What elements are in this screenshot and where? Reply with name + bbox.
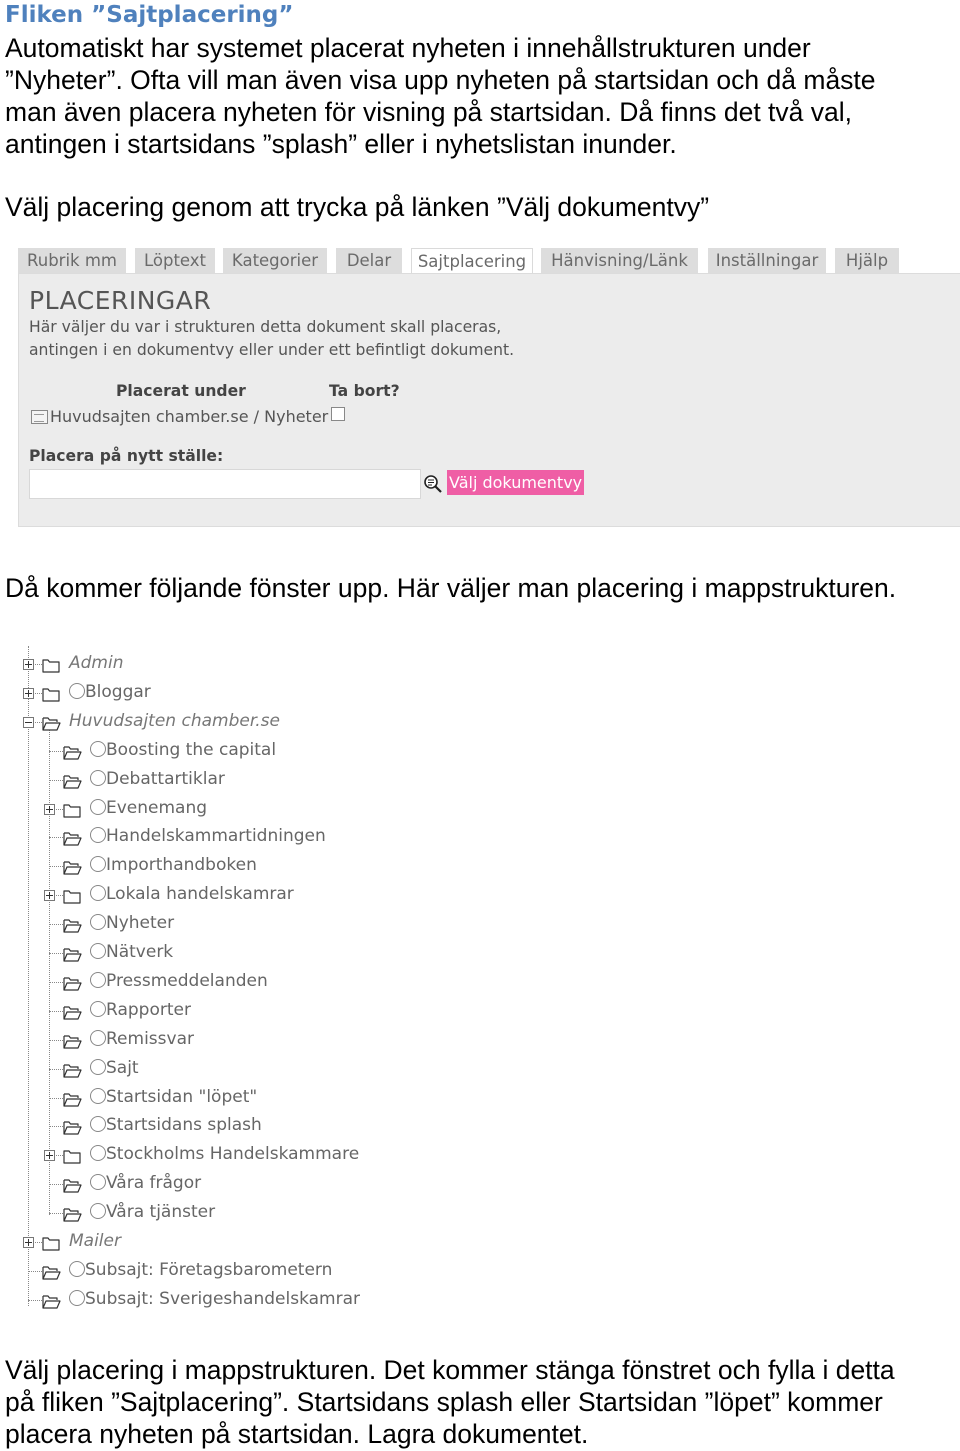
folder-open-icon <box>63 859 82 875</box>
folder-open-icon <box>63 917 82 933</box>
tree-connector <box>49 837 63 838</box>
tree-item-label: Startsidan "löpet" <box>106 1086 258 1107</box>
tree-item-radio[interactable] <box>90 943 106 959</box>
tree-connector <box>28 1300 42 1301</box>
tree-item-label: Debattartiklar <box>106 768 225 789</box>
tree-item-label: Bloggar <box>85 681 151 702</box>
tree-item-radio[interactable] <box>90 1203 106 1219</box>
tree-item[interactable] <box>43 1172 403 1194</box>
tree-guide-line <box>28 646 29 1306</box>
tree-item-label: Importhandboken <box>106 855 257 876</box>
folder-icon <box>63 888 82 904</box>
new-place-input[interactable] <box>29 469 421 499</box>
instruction-paragraph: Välj placering genom att trycka på länken ”Välj dokumentvy” <box>5 192 710 222</box>
tree-item-label: Nyheter <box>106 913 175 934</box>
tree-item[interactable] <box>43 1086 403 1108</box>
intro-paragraph <box>5 32 876 160</box>
folder-open-icon <box>63 1119 82 1135</box>
tree-item-label: Rapporter <box>106 999 191 1020</box>
window-paragraph: Då kommer följande fönster upp. Här väljer man placering i mappstrukturen. <box>5 573 897 603</box>
intro-line: antingen i startsidans ”splash” eller i nyhetslistan inunder. <box>5 129 677 159</box>
tree-item-radio[interactable] <box>90 741 106 757</box>
folder-tree <box>0 640 400 1320</box>
folder-open-icon <box>42 1293 61 1309</box>
tree-item[interactable] <box>22 681 382 703</box>
tree-item-radio[interactable] <box>69 1261 85 1277</box>
panel-title: PLACERINGAR <box>29 286 212 315</box>
tree-item-radio[interactable] <box>90 1030 106 1046</box>
expand-icon[interactable] <box>23 659 34 670</box>
tree-item-label: Stockholms Handelskammare <box>106 1144 360 1165</box>
placement-panel <box>18 273 960 527</box>
tree-item-label: Sajt <box>106 1057 139 1078</box>
collapse-icon[interactable] <box>23 717 34 728</box>
folder-open-icon <box>63 1004 82 1020</box>
tree-connector <box>49 1098 63 1099</box>
tree-item[interactable] <box>43 1114 403 1136</box>
intro-line: ”Nyheter”. Ofta vill man även visa upp nyheten på startsidan och då måste <box>5 65 876 95</box>
tab-installningar[interactable]: Inställningar <box>708 248 826 273</box>
tree-item-radio[interactable] <box>90 1001 106 1017</box>
tree-item-label: Boosting the capital <box>106 739 277 760</box>
tree-item[interactable] <box>43 797 403 819</box>
tree-item[interactable] <box>22 652 382 674</box>
tree-item-radio[interactable] <box>90 799 106 815</box>
tree-connector <box>49 1184 63 1185</box>
tab-kategorier[interactable]: Kategorier <box>223 248 327 273</box>
tree-connector <box>49 1126 63 1127</box>
tree-connector <box>28 1271 42 1272</box>
tree-connector <box>49 1040 63 1041</box>
tree-item[interactable] <box>43 825 403 847</box>
expand-icon[interactable] <box>44 804 55 815</box>
tree-item-label: Admin <box>69 653 124 673</box>
placed-under-header: Placerat under <box>116 382 246 400</box>
tree-item[interactable] <box>43 912 403 934</box>
folder-open-icon <box>63 773 82 789</box>
tree-connector <box>49 1213 63 1214</box>
tree-item[interactable] <box>43 854 403 876</box>
tree-item-label: Våra tjänster <box>106 1202 216 1223</box>
tab-hjalp[interactable]: Hjälp <box>835 248 899 273</box>
folder-icon <box>42 686 61 702</box>
expand-icon[interactable] <box>23 1237 34 1248</box>
tree-item[interactable] <box>43 739 403 761</box>
expand-icon[interactable] <box>44 1150 55 1161</box>
tree-item-label: Nätverk <box>106 942 174 962</box>
tree-item[interactable] <box>43 999 403 1021</box>
tree-item-radio[interactable] <box>90 1145 106 1161</box>
folder-open-icon <box>63 1206 82 1222</box>
tree-item-radio[interactable] <box>90 1059 106 1075</box>
tree-item[interactable] <box>22 1259 382 1281</box>
closing-line: Välj placering i mappstrukturen. Det kommer stänga fönstret och fylla i detta <box>5 1355 895 1385</box>
folder-open-icon <box>63 946 82 962</box>
current-placement-path: Huvudsajten chamber.se / Nyheter <box>50 407 329 426</box>
tree-item-label: Pressmeddelanden <box>106 970 268 991</box>
tab-loptext[interactable]: Löptext <box>135 248 215 273</box>
magnifier-icon[interactable] <box>423 474 443 494</box>
tree-item-radio[interactable] <box>90 914 106 930</box>
description-line: Här väljer du var i strukturen detta dokument skall placeras, <box>29 318 502 336</box>
tree-item-label: Lokala handelskamrar <box>106 884 294 905</box>
tree-connector <box>49 924 63 925</box>
tab-hanvisning[interactable]: Hänvisning/Länk <box>541 248 698 273</box>
folder-open-icon <box>42 1264 61 1280</box>
tree-item-radio[interactable] <box>90 770 106 786</box>
tree-item-label: Subsajt: Företagsbarometern <box>85 1259 333 1280</box>
tab-delar[interactable]: Delar <box>336 248 402 273</box>
folder-icon <box>63 1148 82 1164</box>
tree-item-label: Huvudsajten chamber.se <box>69 710 280 731</box>
tree-item-label: Mailer <box>69 1231 121 1251</box>
tree-connector <box>49 982 63 983</box>
tree-item-radio[interactable] <box>90 972 106 988</box>
tree-connector <box>49 866 63 867</box>
description-line: antingen i en dokumentvy eller under ett befintligt dokument. <box>29 341 515 359</box>
current-placement <box>31 407 328 426</box>
tree-item[interactable] <box>43 768 403 790</box>
folder-icon <box>63 802 82 818</box>
tree-item-radio[interactable] <box>69 683 85 699</box>
tree-item[interactable] <box>22 1288 382 1310</box>
tab-sajtplacering[interactable]: Sajtplacering <box>411 248 533 274</box>
intro-line: man även placera nyheten för visning på startsidan. Då finns det två val, <box>5 97 853 127</box>
tree-item[interactable] <box>43 941 403 963</box>
tree-item-label: Våra frågor <box>106 1173 202 1194</box>
intro-line: Automatiskt har systemet placerat nyheten i innehållstrukturen under <box>5 33 811 63</box>
tree-connector <box>49 1011 63 1012</box>
tab-rubrik[interactable]: Rubrik mm <box>18 248 126 273</box>
closing-paragraph <box>5 1354 895 1450</box>
tree-item[interactable] <box>43 1201 403 1223</box>
tree-item-radio[interactable] <box>90 885 106 901</box>
tree-item-radio[interactable] <box>90 1088 106 1104</box>
tree-item[interactable] <box>43 883 403 905</box>
panel-description <box>29 316 514 362</box>
tree-item[interactable] <box>43 1057 403 1079</box>
expand-icon[interactable] <box>23 688 34 699</box>
folder-open-icon <box>42 715 61 731</box>
new-place-label: Placera på nytt ställe: <box>29 447 224 465</box>
closing-line: på fliken ”Sajtplacering”. Startsidans splash eller Startsidan ”löpet” kommer <box>5 1387 883 1417</box>
closing-line: placera nyheten på startsidan. Lagra dokumentet. <box>5 1419 589 1449</box>
tree-item[interactable] <box>43 1028 403 1050</box>
document-view-icon <box>31 410 48 424</box>
folder-open-icon <box>63 744 82 760</box>
folder-open-icon <box>63 1033 82 1049</box>
folder-open-icon <box>63 1177 82 1193</box>
folder-icon <box>42 657 61 673</box>
tree-item-radio[interactable] <box>90 827 106 843</box>
tree-item[interactable] <box>22 1230 382 1252</box>
tree-item[interactable] <box>43 1143 403 1165</box>
tree-connector <box>49 953 63 954</box>
folder-open-icon <box>63 1091 82 1107</box>
section-heading: Fliken ”Sajtplacering” <box>5 2 294 28</box>
tree-connector <box>49 780 63 781</box>
tree-item-label: Subsajt: Sverigeshandelskamrar <box>85 1288 360 1309</box>
tree-connector <box>49 751 63 752</box>
tree-item-radio[interactable] <box>69 1290 85 1306</box>
tree-item-label: Handelskammartidningen <box>106 826 326 847</box>
remove-header: Ta bort? <box>329 382 400 400</box>
tree-item-label: Startsidans splash <box>106 1115 262 1136</box>
tree-item[interactable] <box>22 710 382 732</box>
tree-item-radio[interactable] <box>90 856 106 872</box>
choose-document-view-link[interactable]: Välj dokumentvy <box>447 470 584 495</box>
expand-icon[interactable] <box>44 890 55 901</box>
tree-item-label: Remissvar <box>106 1028 194 1049</box>
folder-open-icon <box>63 1062 82 1078</box>
tree-item-radio[interactable] <box>90 1116 106 1132</box>
remove-checkbox[interactable] <box>331 407 345 421</box>
folder-open-icon <box>63 975 82 991</box>
tree-item-radio[interactable] <box>90 1174 106 1190</box>
folder-icon <box>42 1235 61 1251</box>
tree-item[interactable] <box>43 970 403 992</box>
folder-open-icon <box>63 830 82 846</box>
tree-connector <box>49 1069 63 1070</box>
tree-item-label: Evenemang <box>106 797 208 818</box>
